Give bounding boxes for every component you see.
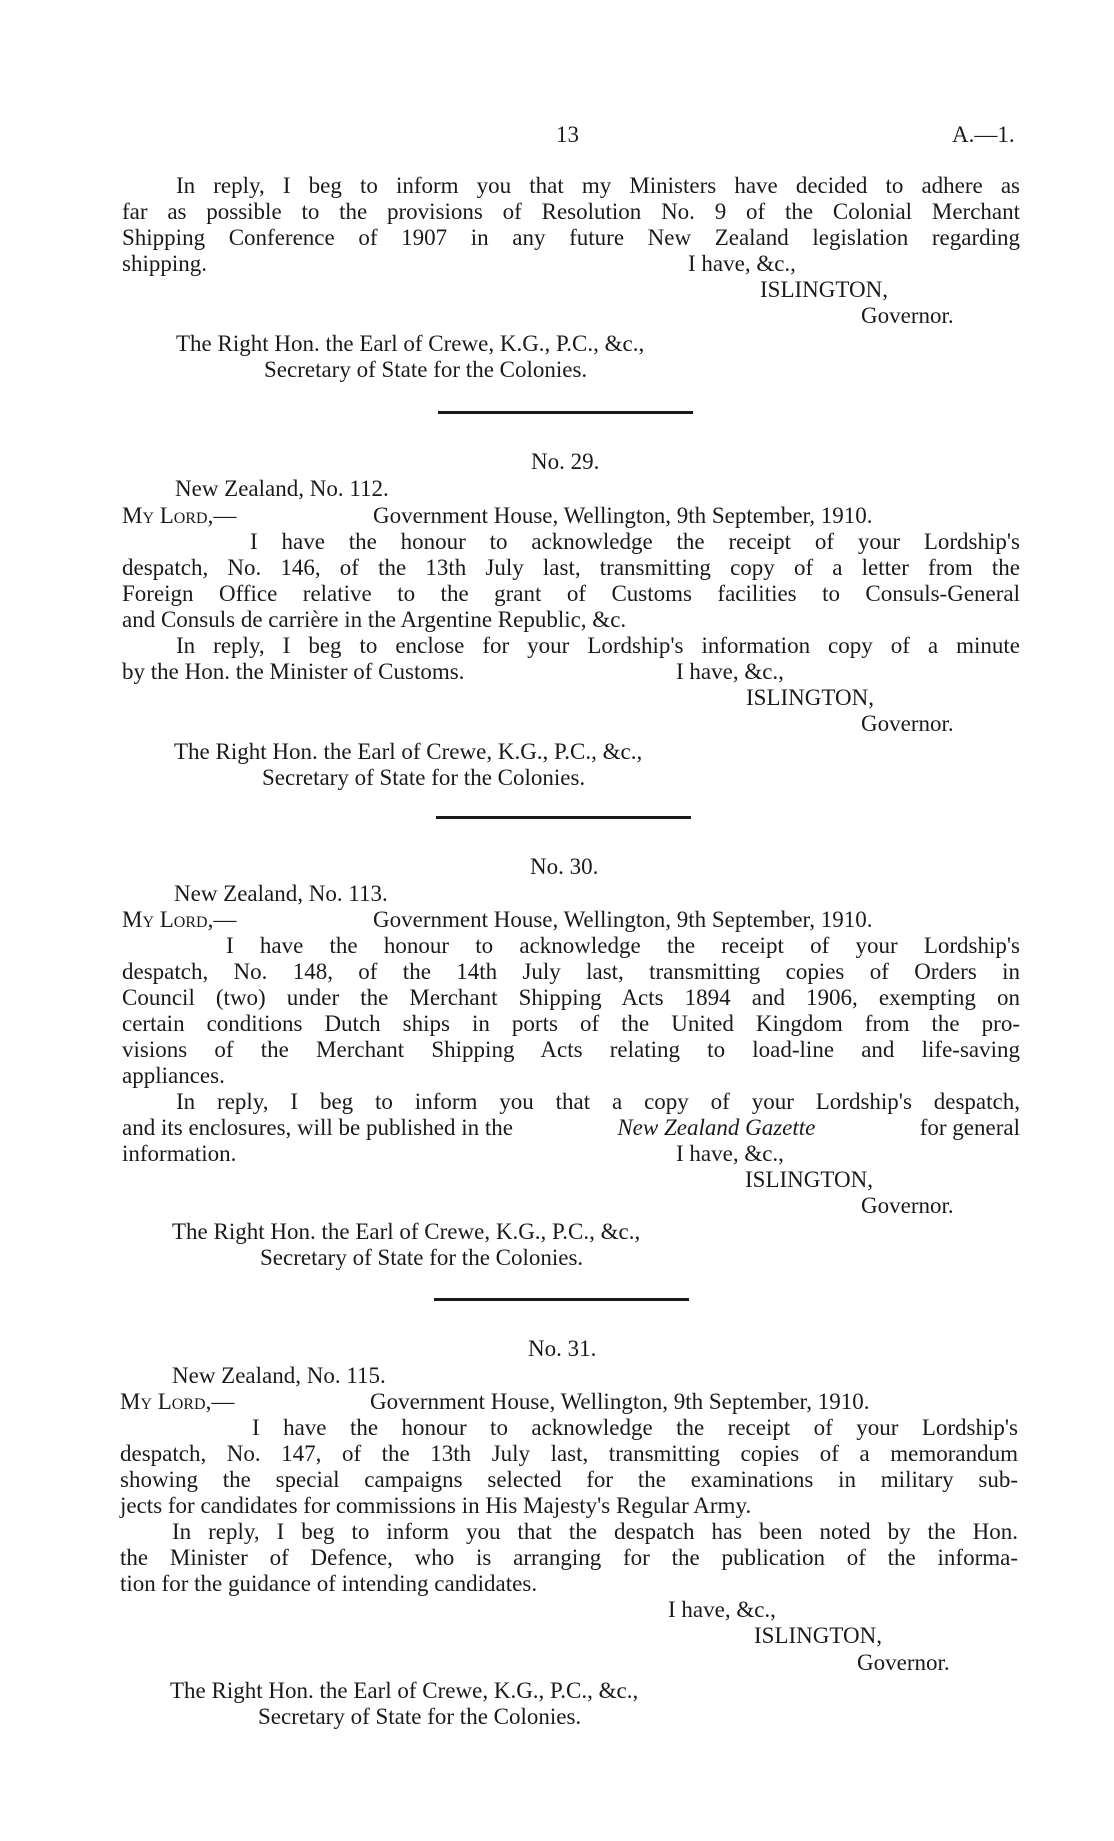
closing: I have, &c., <box>688 251 796 276</box>
salutation: My Lord,— <box>122 907 237 932</box>
paragraph-last-line: appliances. <box>122 1063 225 1088</box>
place-date: Government House, Wellington, 9th September, 1910. <box>373 503 873 528</box>
series-code: A.—1. <box>952 122 1015 147</box>
signature: ISLINGTON, <box>760 277 888 302</box>
gazette-text-b: for general <box>919 1115 1020 1140</box>
place-date: Government House, Wellington, 9th September, 1910. <box>373 907 873 932</box>
signature: ISLINGTON, <box>745 1167 873 1192</box>
intro-line: In reply, I beg to inform you that my Ministers have decided to adhere as <box>176 173 1020 198</box>
paragraph-line: despatch, No. 147, of the 13th July last, transmitting copies of a memorandum <box>120 1441 1018 1466</box>
paragraph-line: the Minister of Defence, who is arranging for the publication of the informa- <box>120 1545 1018 1570</box>
gazette-title: New Zealand Gazette <box>617 1115 816 1140</box>
paragraph-line: Council (two) under the Merchant Shipping Acts 1894 and 1906, exempting on <box>122 985 1020 1010</box>
closing: I have, &c., <box>676 659 784 684</box>
section-divider <box>434 1298 689 1301</box>
addressee-line: The Right Hon. the Earl of Crewe, K.G., P.C., &c., <box>172 1219 641 1244</box>
addressee-line: Secretary of State for the Colonies. <box>264 357 588 382</box>
addressee-line: Secretary of State for the Colonies. <box>260 1245 584 1270</box>
closing: I have, &c., <box>676 1141 784 1166</box>
addressee-line: Secretary of State for the Colonies. <box>258 1704 582 1729</box>
signature: ISLINGTON, <box>746 685 874 710</box>
place-date: Government House, Wellington, 9th September, 1910. <box>370 1389 870 1414</box>
paragraph-last-line: information. <box>122 1141 237 1166</box>
despatch-reference: New Zealand, No. 113. <box>174 881 388 906</box>
closing: I have, &c., <box>668 1597 776 1622</box>
paragraph-line: I have the honour to acknowledge the receipt of your Lordship's <box>250 529 1020 554</box>
paragraph-last-line: and Consuls de carrière in the Argentine Republic, &c. <box>122 607 627 632</box>
paragraph-line: Foreign Office relative to the grant of Customs facilities to Consuls-General <box>122 581 1020 606</box>
signatory-title: Governor. <box>861 1193 954 1218</box>
addressee-line: The Right Hon. the Earl of Crewe, K.G., P.C., &c., <box>176 331 645 356</box>
section-divider <box>438 411 693 414</box>
paragraph-line: In reply, I beg to inform you that a copy of your Lordship's despatch, <box>176 1089 1020 1114</box>
despatch-reference: New Zealand, No. 112. <box>175 476 389 501</box>
paragraph-line-gazette <box>122 1114 1020 1141</box>
paragraph-last-line: by the Hon. the Minister of Customs. <box>122 659 465 684</box>
paragraph-line: certain conditions Dutch ships in ports of the United Kingdom from the pro- <box>122 1011 1020 1036</box>
despatch-number: No. 30. <box>530 854 599 879</box>
paragraph-line: I have the honour to acknowledge the receipt of your Lordship's <box>226 933 1020 958</box>
signatory-title: Governor. <box>861 711 954 736</box>
signatory-title: Governor. <box>857 1650 950 1675</box>
paragraph-line: showing the special campaigns selected for the examinations in military sub- <box>120 1467 1018 1492</box>
paragraph-line: In reply, I beg to enclose for your Lordship's information copy of a minute <box>176 633 1020 658</box>
paragraph-line: In reply, I beg to inform you that the despatch has been noted by the Hon. <box>172 1519 1018 1544</box>
intro-line: far as possible to the provisions of Resolution No. 9 of the Colonial Merchant <box>122 199 1020 224</box>
paragraph-line: despatch, No. 146, of the 13th July last, transmitting copy of a letter from the <box>122 555 1020 580</box>
paragraph-last-line: jects for candidates for commissions in His Majesty's Regular Army. <box>120 1493 752 1518</box>
signatory-title: Governor. <box>861 303 954 328</box>
section-divider <box>436 816 691 819</box>
paragraph-last-line: tion for the guidance of intending candidates. <box>120 1571 538 1596</box>
addressee-line: The Right Hon. the Earl of Crewe, K.G., P.C., &c., <box>174 739 643 764</box>
addressee-line: Secretary of State for the Colonies. <box>262 765 586 790</box>
addressee-line: The Right Hon. the Earl of Crewe, K.G., P.C., &c., <box>170 1678 639 1703</box>
intro-line: Shipping Conference of 1907 in any future New Zealand legislation regarding <box>122 225 1020 250</box>
despatch-number: No. 31. <box>528 1336 597 1361</box>
salutation: My Lord,— <box>122 503 237 528</box>
intro-last-line: shipping. <box>122 251 207 276</box>
gazette-text-a: and its enclosures, will be published in the <box>122 1115 513 1140</box>
page-number: 13 <box>556 122 579 147</box>
salutation: My Lord,— <box>120 1389 235 1414</box>
paragraph-line: despatch, No. 148, of the 14th July last, transmitting copies of Orders in <box>122 959 1020 984</box>
paragraph-line: I have the honour to acknowledge the receipt of your Lordship's <box>252 1415 1018 1440</box>
paragraph-line: visions of the Merchant Shipping Acts relating to load-line and life-saving <box>122 1037 1020 1062</box>
signature: ISLINGTON, <box>754 1623 882 1648</box>
despatch-number: No. 29. <box>531 449 600 474</box>
despatch-reference: New Zealand, No. 115. <box>172 1363 386 1388</box>
